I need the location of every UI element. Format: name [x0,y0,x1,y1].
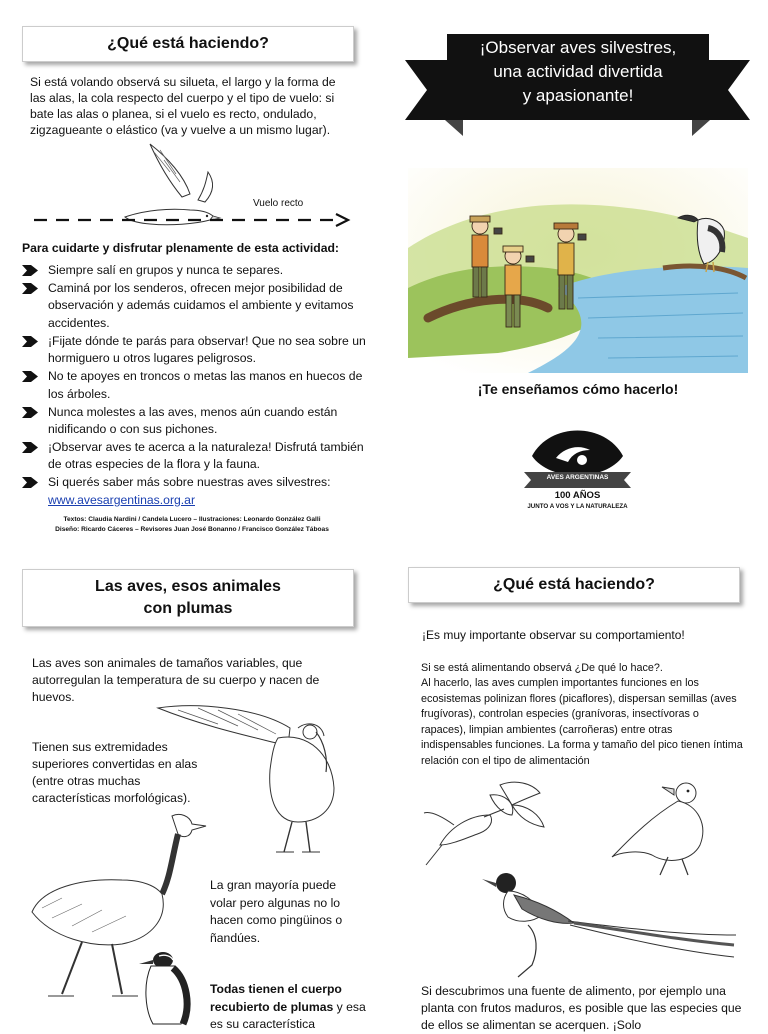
wings-text: Tienen sus extremidades superiores convertidas en alas (entre otras muchas características morfológicas). [32,740,198,805]
flight-type-label: Vuelo recto [253,198,304,209]
birds-intro-text: Las aves son animales de tamaños variables, que autorregulan la temperatura de su cuerpo y nacen de huevos. [32,656,320,704]
penguin-illustration [135,950,205,1024]
section-title-birds [22,569,354,627]
banner-line: ¡Observar aves silvestres, [479,38,677,57]
list-item [22,404,377,439]
care-heading: Para cuidarte y disfrutar plenamente de esta actividad: [22,241,339,255]
section-title-line: Las aves, esos animales [95,578,281,595]
arrow-bullet-icon [22,477,38,488]
feeding-question: Si se está alimentando observá ¿De qué lo hace?. [421,662,663,674]
banner-line: y apasionante! [522,86,634,105]
logo-subtitle: JUNTO A VOS Y LA NATURALEZA [527,503,628,510]
list-item [22,474,377,509]
flight-observation-text: Si está volando observá su silueta, el largo y la forma de las alas, la cola respecto del cuerpo y el tipo de vuelo: si bate las alas o planea, si el vuelo es recto, ondulado, zigzagueante o elástico (va y vuelve a un mismo lugar). [30,75,336,137]
arrow-bullet-icon [22,371,38,382]
flight-ability-text: La gran mayoría puede volar pero algunas no lo hacen como pingüinos o ñandúes. [210,878,343,945]
arrow-bullet-icon [22,442,38,453]
list-item-text: Siempre salí en grupos y nunca te separes. [48,263,284,277]
list-item-text: Caminá por los senderos, ofrecen mejor posibilidad de observación y además cuidamos el ambiente y evitamos accidentes. [48,281,354,330]
list-item-text: Si querés saber más sobre nuestras aves silvestres: [48,475,331,490]
list-item [22,368,377,403]
list-item [22,333,377,368]
list-item-text: Nunca molestes a las aves, menos aún cuando están nidificando o con sus pichones. [48,404,338,437]
logo-name: AVES ARGENTINAS [546,474,609,481]
flycatcher-illustration [478,865,740,977]
credits [32,515,352,535]
arrow-bullet-icon [22,336,38,347]
feathers-text-rest: y esa es su característica [210,999,366,1031]
birdwatchers-illustration [408,168,748,373]
food-source-text: Si descubrimos una fuente de alimento, por ejemplo una planta con frutos maduros, es posible que las especies que de ellos se alimentan se acerquen. ¡Solo [421,984,742,1032]
care-tips-list [22,262,377,510]
list-item-text: ¡Observar aves te acerca a la naturaleza! Disfrutá también de otras especies de la flora y la fauna. [48,440,364,472]
banner-line: una actividad divertida [493,62,663,81]
arrow-bullet-icon [22,407,38,418]
logo-years: 100 AÑOS [554,490,601,501]
list-item-text: No te apoyes en troncos o metas las manos en huecos de los árboles. [48,369,363,401]
section-title-text: ¿Qué está haciendo? [493,576,655,593]
feathers-text-bold: Todas tienen el cuerpo recubierto de plumas [210,982,342,1014]
list-item [22,262,377,279]
list-item [22,439,377,474]
banner-text [448,36,708,108]
section-title-what-doing [22,26,354,62]
arrow-bullet-icon [22,265,38,276]
behavior-subtitle: ¡Es muy importante observar su comportamiento! [422,628,685,642]
hummingbird-illustration [420,775,560,870]
tagline: ¡Te enseñamos cómo hacerlo! [477,381,679,397]
section-title-line: con plumas [143,600,233,617]
dashed-flight-arrow [30,212,352,228]
feeding-text: Al hacerlo, las aves cumplen importantes funciones en los ecosistemas polinizan flores (picaflores), dispersan semillas (aves frugívoras), controlan especies (granívoras, insectívoras o rapaces), limpian ambientes (carroñeras) entre otras indispensables funciones. La forma y tamaño del pico tienen íntima relación con el tipo de alimentación [421,677,743,767]
credits-line: Textos: Claudia Nardini / Candela Lucero – Ilustraciones: Leonardo González Galli [63,516,321,523]
arrow-bullet-icon [22,283,38,294]
feathers-text [210,981,380,1034]
list-item-text: ¡Fijate dónde te parás para observar! Que no sea sobre un hormiguero u otros lugares peligrosos. [48,333,366,366]
list-item [22,280,377,332]
section-title-what-doing-2 [408,567,740,603]
section-title-text: ¿Qué está haciendo? [107,35,269,52]
credits-line: Diseño: Ricardo Cáceres – Revisores Juan José Bonanno / Francisco González Táboas [55,526,329,533]
website-link[interactable]: www.avesargentinas.org.ar [48,492,195,507]
